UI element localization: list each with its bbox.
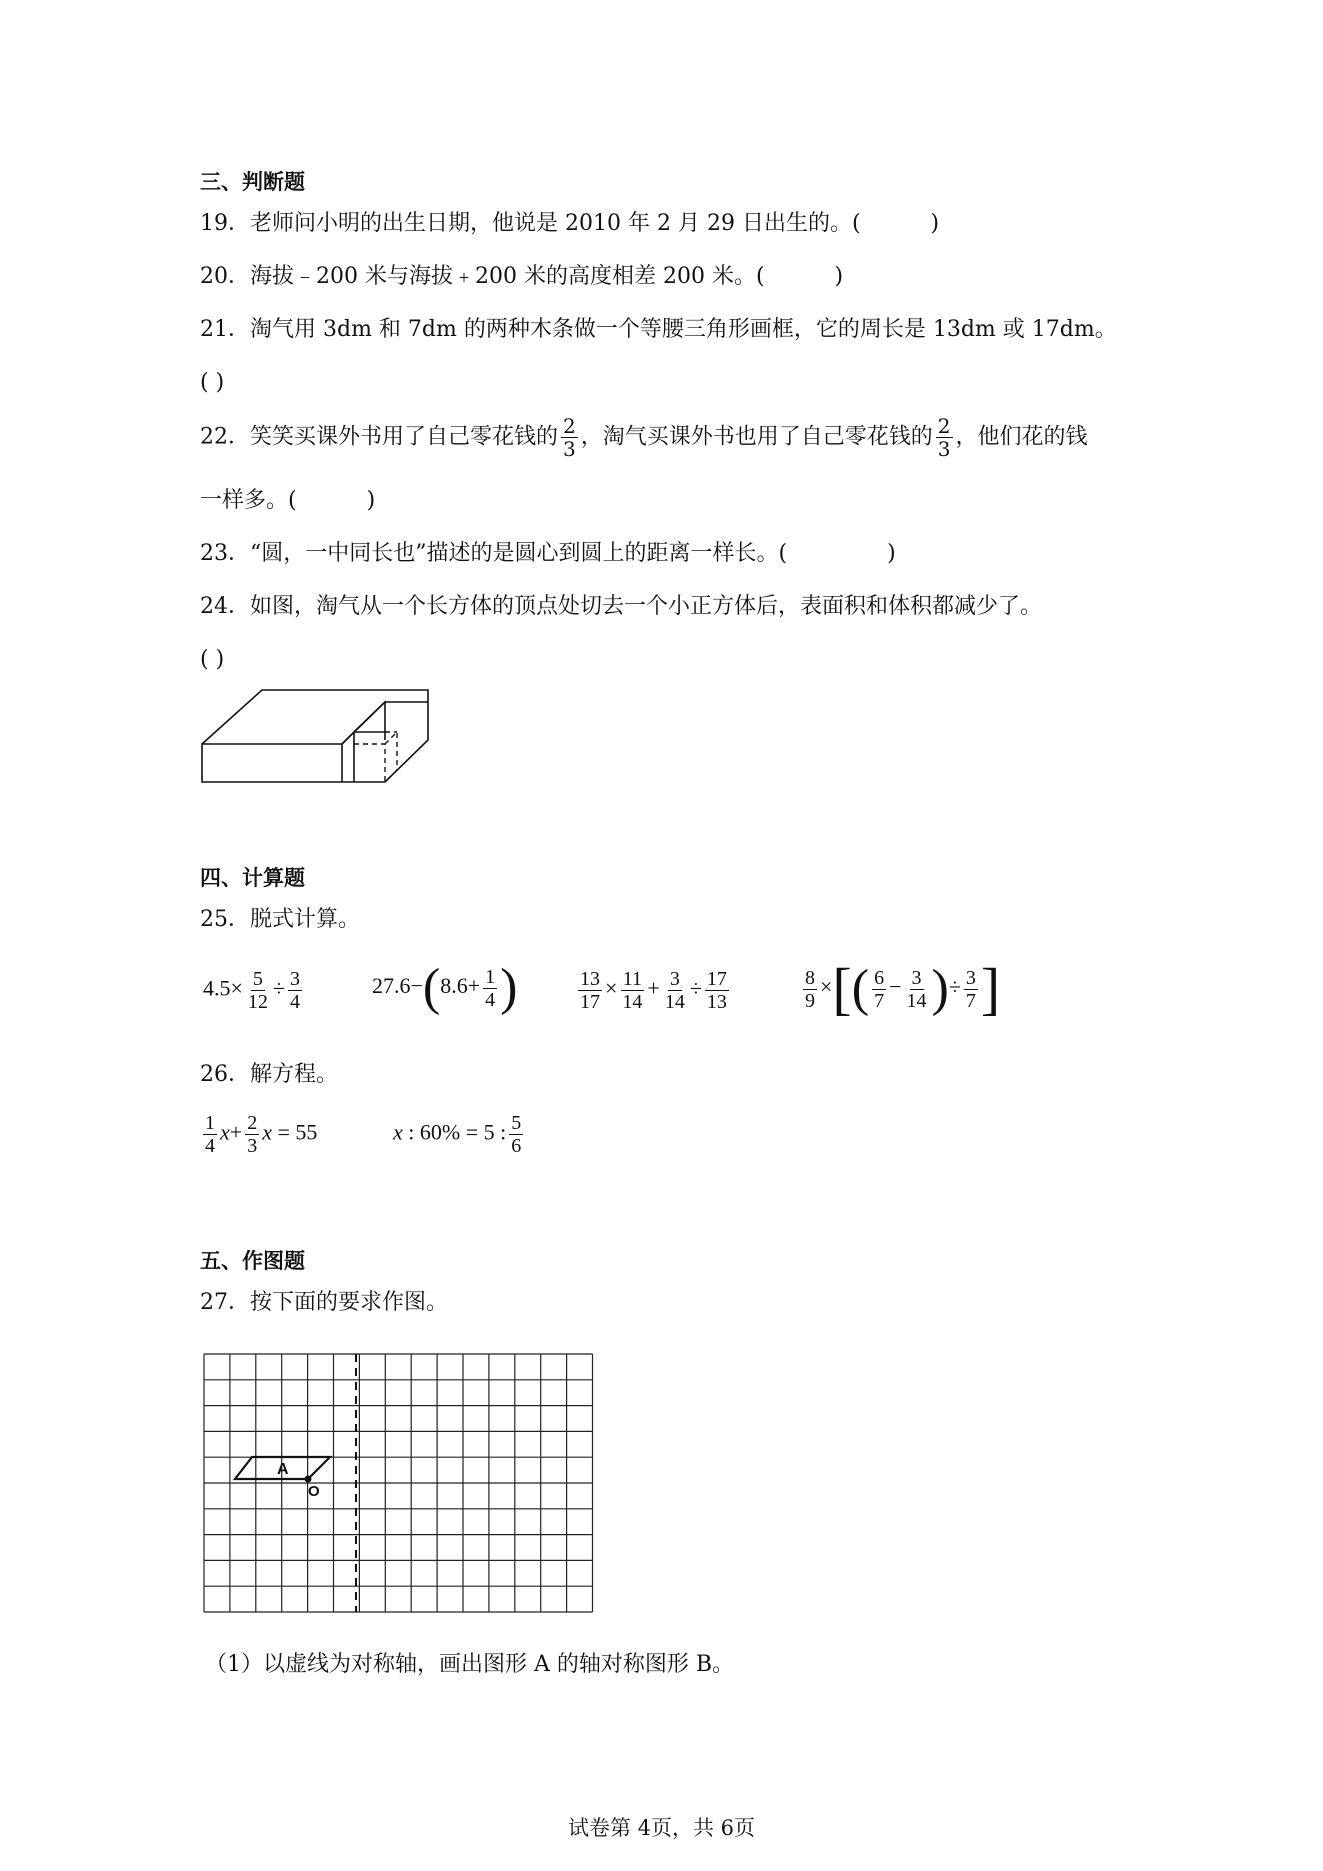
e4-fraction-4: $\frac{3}{7}$ bbox=[965, 966, 976, 1012]
equation-1 bbox=[200, 1112, 317, 1157]
q19-number: 19． bbox=[200, 211, 250, 236]
eq2-mid: : 60% = 5 : bbox=[408, 1119, 507, 1145]
q27-sub-1: （1）以虚线为对称轴，画出图形 A 的轴对称图形 B。 bbox=[205, 1652, 735, 1677]
page-footer: 试卷第 4页，共 6页 bbox=[567, 1816, 756, 1840]
label-o: O bbox=[308, 1483, 320, 1500]
e3-fraction-1: $\frac{13}{17}$ bbox=[580, 968, 600, 1013]
q22-text-c: ，他们花的钱 bbox=[955, 424, 1088, 450]
eq1-fraction-1: $\frac{1}{4}$ bbox=[205, 1112, 215, 1157]
calc-expression-3 bbox=[575, 968, 732, 1013]
e1-fraction-1: $\frac{5}{12}$ bbox=[247, 968, 268, 1013]
e1-fraction-2: $\frac{3}{4}$ bbox=[290, 968, 300, 1013]
cuboid-figure bbox=[200, 685, 440, 795]
e3-divide: ÷ bbox=[689, 975, 702, 1001]
q21-number: 21． bbox=[200, 317, 250, 342]
q22-text-b: ，淘气买课外书也用了自己零花钱的 bbox=[580, 424, 933, 450]
section-4-title: 四、计算题 bbox=[200, 866, 305, 890]
q20-text: 海拔﹣200 米与海拔﹢200 米的高度相差 200 米。( bbox=[250, 264, 765, 289]
question-25 bbox=[200, 905, 360, 935]
e2-fraction: $\frac{1}{4}$ bbox=[485, 965, 496, 1011]
q26-text: 解方程。 bbox=[250, 1062, 339, 1087]
section-5-title: 五、作图题 bbox=[200, 1249, 305, 1273]
e4-fraction-3: $\frac{3}{14}$ bbox=[906, 966, 927, 1012]
q24-answer-paren: ( ) bbox=[200, 647, 225, 672]
question-21 bbox=[200, 315, 1117, 345]
calc-expression-4 bbox=[800, 956, 1001, 1021]
eq1-plus: + bbox=[229, 1119, 243, 1145]
q19-close-paren: ) bbox=[930, 211, 940, 236]
cut-hidden-edge-1 bbox=[354, 744, 385, 782]
e4-left-paren: ( bbox=[851, 960, 870, 1017]
e4-fraction-1: $\frac{8}{9}$ bbox=[805, 966, 815, 1012]
e4-right-bracket: ] bbox=[980, 956, 1001, 1021]
q25-text: 脱式计算。 bbox=[250, 907, 361, 932]
q23-number: 23． bbox=[200, 541, 250, 566]
eq2-fraction: $\frac{5}{6}$ bbox=[511, 1112, 522, 1157]
cut-hidden-edge-2 bbox=[385, 732, 397, 782]
label-a: A bbox=[277, 1461, 289, 1478]
e1-term: 4.5× bbox=[203, 975, 243, 1001]
point-o bbox=[305, 1476, 312, 1483]
q23-close-paren: ) bbox=[887, 541, 896, 566]
e4-right-paren: ) bbox=[931, 960, 949, 1017]
e2-left-paren: ( bbox=[422, 959, 441, 1016]
e3-fraction-4: $\frac{17}{13}$ bbox=[706, 968, 727, 1013]
q27-number: 27． bbox=[200, 1290, 250, 1315]
q22-close-paren: ) bbox=[366, 488, 376, 513]
e2-right-paren: ) bbox=[500, 959, 518, 1016]
e4-minus: − bbox=[889, 974, 902, 1000]
q22-fraction-2: $\frac{2}{3}$ bbox=[937, 414, 951, 461]
e3-fraction-2: $\frac{11}{14}$ bbox=[622, 968, 643, 1013]
eq1-fraction-2: $\frac{2}{3}$ bbox=[247, 1112, 258, 1157]
e2-term: 27.6− bbox=[372, 973, 423, 999]
e3-plus: + bbox=[647, 975, 660, 1001]
question-20 bbox=[200, 262, 843, 292]
e3-times: × bbox=[605, 975, 618, 1001]
cuboid-outline bbox=[202, 690, 428, 782]
q22-number: 22． bbox=[200, 424, 250, 450]
e4-divide: ÷ bbox=[948, 974, 961, 1000]
question-24 bbox=[200, 592, 1042, 622]
section-3-title: 三、判断题 bbox=[200, 170, 305, 194]
q24-number: 24． bbox=[200, 594, 250, 619]
q20-close-paren: ) bbox=[834, 264, 844, 289]
q23-text: “圆，一中同长也”描述的是圆心到圆上的距离一样长。( bbox=[250, 541, 788, 566]
q21-text: 淘气用 3dm 和 7dm 的两种木条做一个等腰三角形画框，它的周长是 13dm 或 17dm。 bbox=[250, 317, 1117, 342]
q19-text: 老师问小明的出生日期，他说是 2010 年 2 月 29 日出生的。( bbox=[250, 211, 861, 236]
q22-fraction-1: $\frac{2}{3}$ bbox=[563, 414, 576, 461]
question-22 bbox=[200, 415, 1088, 460]
q20-number: 20． bbox=[200, 264, 250, 289]
e4-fraction-2: $\frac{6}{7}$ bbox=[874, 966, 885, 1012]
q25-number: 25． bbox=[200, 907, 250, 932]
q27-text: 按下面的要求作图。 bbox=[250, 1290, 449, 1315]
question-26 bbox=[200, 1060, 338, 1090]
question-23 bbox=[200, 539, 896, 569]
eq1-rhs: = 55 bbox=[277, 1119, 318, 1145]
equation-2 bbox=[393, 1112, 526, 1157]
cut-cube-top bbox=[354, 702, 385, 740]
e3-fraction-3: $\frac{3}{14}$ bbox=[664, 968, 685, 1013]
e2-inner: 8.6+ bbox=[440, 973, 481, 999]
q24-text: 如图，淘气从一个长方体的顶点处切去一个小正方体后，表面积和体积都减少了。 bbox=[250, 594, 1043, 619]
eq2-x: x bbox=[393, 1119, 403, 1145]
e1-divide: ÷ bbox=[272, 975, 285, 1001]
calc-expression-1 bbox=[203, 968, 305, 1013]
e4-times: × bbox=[820, 974, 833, 1000]
e4-left-bracket: [ bbox=[832, 956, 852, 1021]
eq1-x1: x bbox=[220, 1119, 230, 1145]
drawing-grid[interactable] bbox=[200, 1350, 594, 1615]
question-27 bbox=[200, 1288, 448, 1318]
q22-text-d: 一样多。( bbox=[200, 488, 297, 513]
q22-text-a: 笑笑买课外书用了自己零花钱的 bbox=[250, 424, 559, 450]
question-19 bbox=[200, 209, 939, 239]
cut-cube-front bbox=[342, 732, 354, 782]
grid-lines bbox=[204, 1354, 593, 1612]
eq1-x2: x bbox=[262, 1119, 272, 1145]
calc-expression-2 bbox=[372, 959, 518, 1016]
q22-line-2 bbox=[200, 486, 375, 516]
q21-answer-paren: ( ) bbox=[200, 370, 225, 395]
q26-number: 26． bbox=[200, 1062, 250, 1087]
